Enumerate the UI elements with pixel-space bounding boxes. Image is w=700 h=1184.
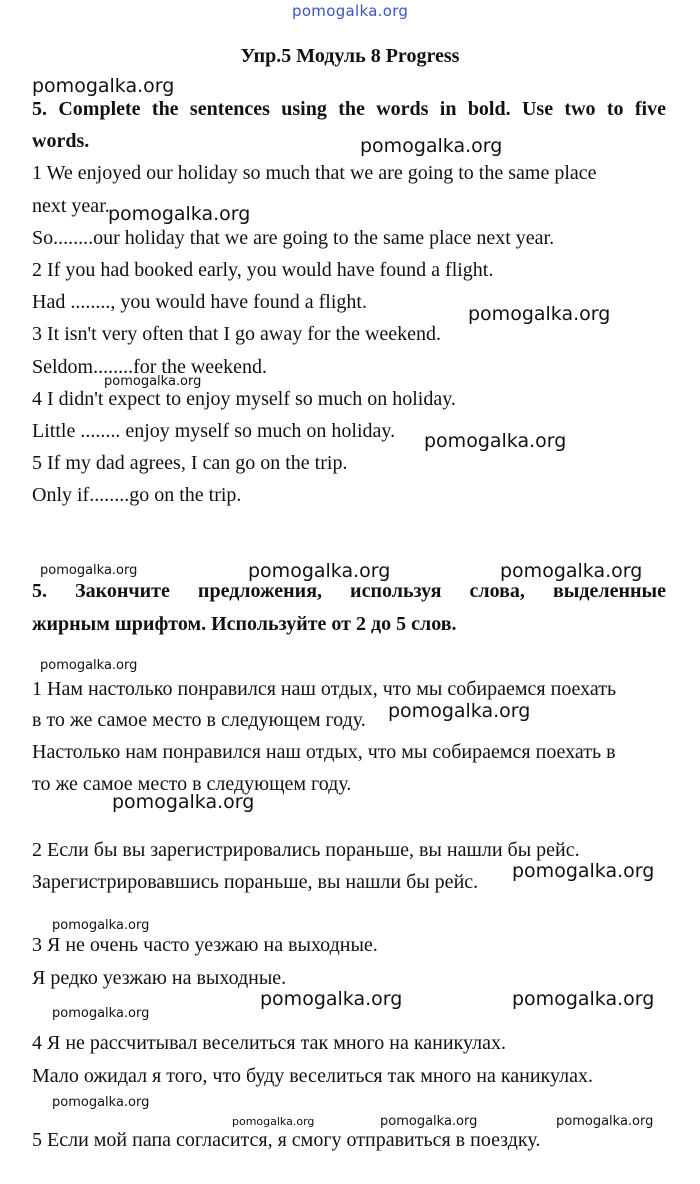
en-line: Little ........ enjoy myself so much on holiday. bbox=[32, 420, 396, 442]
exercise-heading-ru-line2: жирным шрифтом. Используйте от 2 до 5 слов. bbox=[32, 613, 457, 635]
watermark: pomogalka.org bbox=[512, 860, 655, 882]
en-line: Seldom........for the weekend. bbox=[32, 356, 267, 378]
ru-line: Зарегистрировавшись пораньше, вы нашли бы рейс. bbox=[32, 871, 479, 893]
en-line: 1 We enjoyed our holiday so much that we are going to the same place bbox=[32, 162, 597, 184]
ru-line: 5 Если мой папа согласится, я смогу отправиться в поездку. bbox=[32, 1129, 541, 1151]
ru-line: Настолько нам понравился наш отдых, что мы собираемся поехать в bbox=[32, 741, 616, 763]
watermark: pomogalka.org bbox=[52, 1006, 150, 1021]
watermark: pomogalka.org bbox=[388, 700, 531, 722]
watermark: pomogalka.org bbox=[32, 75, 175, 97]
watermark: pomogalka.org bbox=[556, 1114, 654, 1129]
watermark: pomogalka.org bbox=[232, 1115, 315, 1128]
watermark: pomogalka.org bbox=[108, 203, 251, 225]
ru-line: 2 Если бы вы зарегистрировались пораньше, вы нашли бы рейс. bbox=[32, 839, 580, 861]
en-line: So........our holiday that we are going to the same place next year. bbox=[32, 227, 555, 249]
watermark: pomogalka.org bbox=[360, 135, 503, 157]
watermark: pomogalka.org bbox=[52, 918, 150, 933]
en-line: next year. bbox=[32, 195, 110, 217]
ru-line: 1 Нам настолько понравился наш отдых, что мы собираемся поехать bbox=[32, 678, 617, 700]
ru-line: в то же самое место в следующем году. bbox=[32, 709, 366, 731]
ru-line: Я редко уезжаю на выходные. bbox=[32, 967, 287, 989]
en-line: 5 If my dad agrees, I can go on the trip. bbox=[32, 452, 348, 474]
page-title: Упр.5 Модуль 8 Progress bbox=[240, 45, 460, 67]
en-line: Only if........go on the trip. bbox=[32, 484, 242, 506]
en-line: 2 If you had booked early, you would have found a flight. bbox=[32, 259, 494, 281]
watermark: pomogalka.org bbox=[512, 988, 655, 1010]
watermark: pomogalka.org bbox=[248, 560, 391, 582]
en-line: 4 I didn't expect to enjoy myself so much on holiday. bbox=[32, 388, 456, 410]
exercise-heading-en-line2: words. bbox=[32, 130, 90, 152]
ru-line: Мало ожидал я того, что буду веселиться так много на каникулах. bbox=[32, 1065, 593, 1087]
site-watermark-top: pomogalka.org bbox=[292, 2, 409, 20]
watermark: pomogalka.org bbox=[112, 791, 255, 813]
watermark: pomogalka.org bbox=[424, 430, 567, 452]
watermark: pomogalka.org bbox=[468, 303, 611, 325]
en-line: Had ........, you would have found a flight. bbox=[32, 291, 367, 313]
watermark: pomogalka.org bbox=[104, 374, 202, 389]
watermark: pomogalka.org bbox=[260, 988, 403, 1010]
watermark: pomogalka.org bbox=[52, 1095, 150, 1110]
exercise-heading-en-line1: 5. Complete the sentences using the words in bold. Use two to five bbox=[32, 98, 666, 120]
en-line: 3 It isn't very often that I go away for the weekend. bbox=[32, 323, 442, 345]
watermark: pomogalka.org bbox=[500, 560, 643, 582]
watermark: pomogalka.org bbox=[40, 563, 138, 578]
exercise-heading-ru-line1: 5. Закончите предложения, используя слова, выделенные bbox=[32, 580, 666, 602]
watermark: pomogalka.org bbox=[40, 658, 138, 673]
ru-line: 4 Я не рассчитывал веселиться так много на каникулах. bbox=[32, 1032, 506, 1054]
ru-line: то же самое место в следующем году. bbox=[32, 773, 352, 795]
watermark: pomogalka.org bbox=[380, 1114, 478, 1129]
ru-line: 3 Я не очень часто уезжаю на выходные. bbox=[32, 934, 378, 956]
